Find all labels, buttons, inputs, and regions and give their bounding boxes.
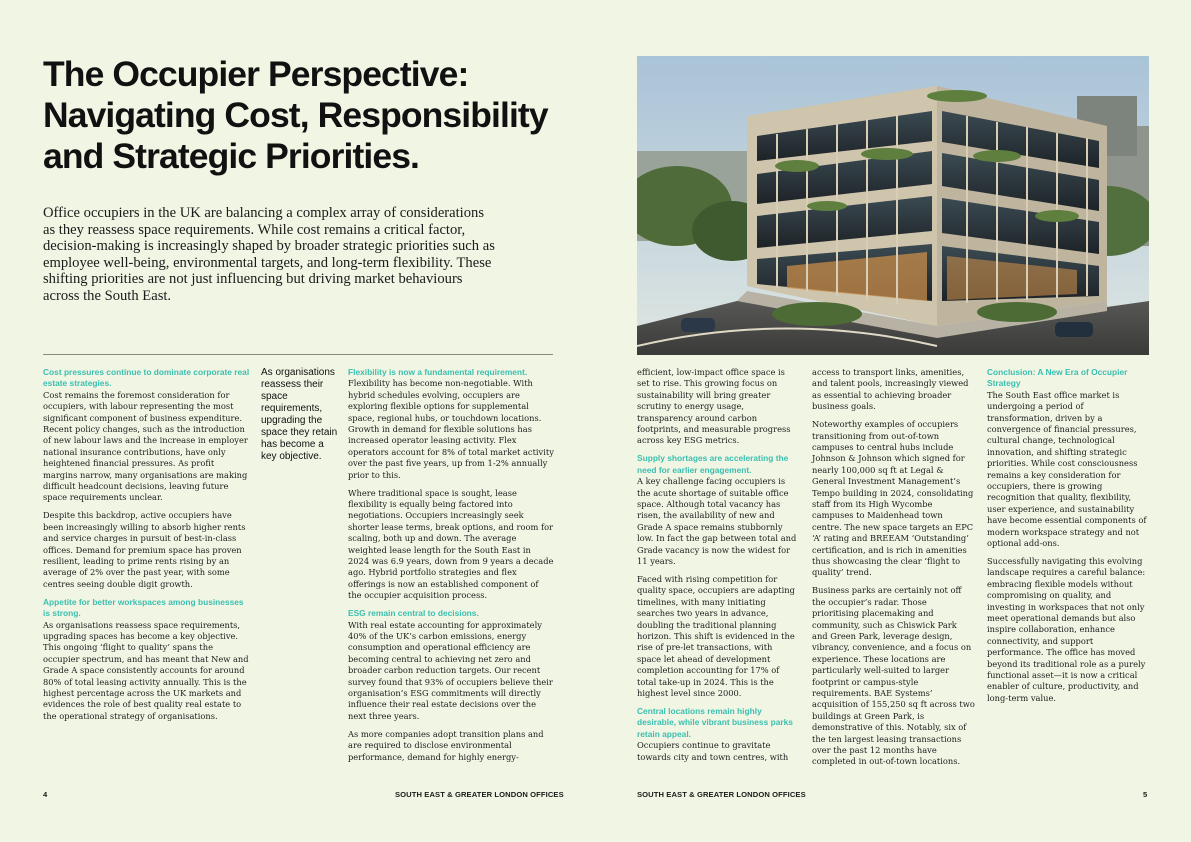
heading-esg: ESG remain central to decisions. xyxy=(348,608,479,619)
body-paragraph: efficient, low-impact office space is set to rise. This growing focus on sustainability will bring greater scrutiny to energy usage, transparency around carbon footprints, and measurable progress across key ESG metrics. xyxy=(637,367,791,446)
footer-label-right: SOUTH EAST & GREATER LONDON OFFICES xyxy=(637,790,806,799)
body-paragraph: Cost remains the foremost consideration for occupiers, with labour representing the most significant component of business expenditure. Recent policy changes, such as the introduction of new labour laws and the increase in employer national insurance contributions, have only heightened financial pressures. As profit margins narrow, many organisations are making difficult headcount decisions, leaving future space requirements unclear. xyxy=(43,389,248,503)
heading-cost-pressures: Cost pressures continue to dominate corporate real estate strategies. xyxy=(43,367,250,389)
column-locations xyxy=(812,367,975,774)
intro-line: shifting priorities are not just influencing but driving market behaviours xyxy=(43,271,463,288)
heading-appetite: Appetite for better workspaces among businesses is strong. xyxy=(43,596,244,619)
heading-supply-shortages: Supply shortages are accelerating the need for earlier engagement. xyxy=(637,453,789,475)
title-line: The Occupier Perspective: xyxy=(43,54,469,94)
body-paragraph: As more companies adopt transition plans and are required to disclose environmental performance, demand for highly energy- xyxy=(348,728,544,762)
body-paragraph: Flexibility has become non-negotiable. With hybrid schedules evolving, occupiers are exploring flexible options for supplemental space, regional hubs, or touchdown locations. Growth in demand for flexible solutions has increased operator leasing activity. Flex operators account for 8% of total market activity over the past five years, up from 1-2% annually prior to this. xyxy=(348,378,554,480)
building-photo xyxy=(637,56,1149,355)
heading-flexibility: Flexibility is now a fundamental requirement. xyxy=(348,367,528,377)
section-divider xyxy=(43,354,553,355)
body-paragraph: As organisations reassess space requirements, upgrading spaces has become a key objective. This ongoing ‘flight to quality’ spans the occupier spectrum, and has meant that New and Grade A space consistently accounts for around 80% of total leasing activity annually. This is the highest percentage across the UK markets and evidences the role of best quality real estate to the operational strategy of organisations. xyxy=(43,619,249,721)
body-paragraph: Successfully navigating this evolving landscape requires a careful balance: embracing flexible models without compromising on quality, and investing in workspaces that not only meet operational demands but also inspire collaboration, enhance connectivity, and support performance. The office has moved beyond its traditional role as a purely functional asset—it is now a critical enabler of culture, productivity, and long-term value. xyxy=(987,556,1146,703)
heading-conclusion: Conclusion: A New Era of Occupier Strategy xyxy=(987,367,1128,389)
column-cost-pressures xyxy=(43,367,251,729)
body-paragraph: Despite this backdrop, active occupiers have been increasingly willing to absorb higher rents and service charges in pursuit of best-in-class offices. Demand for premium space has proven resilient, leading to prime rents rising by an average of 2% over the past year, with some centres seeing double digit growth. xyxy=(43,510,246,589)
column-conclusion xyxy=(987,367,1149,711)
pull-quote xyxy=(261,367,339,463)
body-paragraph: Occupiers continue to gravitate towards city and town centres, with xyxy=(637,740,789,762)
body-paragraph: Faced with rising competition for quality space, occupiers are adapting timelines, with many initiating searches two years in advance, doubling the traditional planning horizon. This shift is evidenced in the rise of pre-let transactions, with space let ahead of development completion accounting for 17% of total take-up in 2024. This is the highest level since 2000. xyxy=(637,573,795,698)
body-paragraph: Business parks are certainly not off the occupier’s radar. Those prioritising placemaking and community, such as Chiswick Park and Green Park, leverage design, vibrancy, convenience, and a focus on experience. These locations are particularly well-suited to larger footprint or campus-style requirements. BAE Systems’ acquisition of 155,250 sq ft across two buildings at Green Park, is demonstrative of this. Notably, six of the ten largest leasing transactions over the past 12 months have completed in out-of-town locations. xyxy=(812,585,975,767)
intro-line: across the South East. xyxy=(43,287,172,304)
body-paragraph: Where traditional space is sought, lease flexibility is equally being factored into negotiations. Occupiers increasingly seek shorter lease terms, break options, and room for scaling, both up and down. The average weighted lease length for the South East in 2024 was 6.9 years, down from 9 years a decade ago. Hybrid portfolio strategies and flex offerings is now an established component of the occupier acquisition process. xyxy=(348,487,554,601)
column-flexibility xyxy=(348,367,554,769)
pull-quote-text: As organisations reassess their space requirements, upgrading the space they retain has become a key objective. xyxy=(261,367,338,462)
body-paragraph: Noteworthy examples of occupiers transitioning from out-of-town campuses to central hubs include Johnson & Johnson which signed for nearly 100,000 sq ft at Legal & General Investment Management’s Tempo building in 2024, consolidating staff from its High Wycombe campuses to Maidenhead town centre. The new space targets an EPC ‘A’ rating and BREEAM ‘Outstanding’ certification, and is rich in amenities thus showcasing the clear ‘flight to quality’ trend. xyxy=(812,419,974,578)
column-supply xyxy=(637,367,797,769)
body-paragraph: access to transport links, amenities, and talent pools, increasingly viewed as essential to achieving broader business goals. xyxy=(812,367,969,412)
intro-line: Office occupiers in the UK are balancing a complex array of considerations xyxy=(43,205,485,221)
body-paragraph: A key challenge facing occupiers is the acute shortage of suitable office space. Although total vacancy has risen, the availability of new and Grade A space remains stubbornly low. In fact the gap between total and Grade vacancy is now the widest for 11 years. xyxy=(637,476,797,566)
body-paragraph: With real estate accounting for approximately 40% of the UK’s carbon emissions, energy consumption and operational efficiency are becoming central to achieving net zero and broader carbon reduction targets. Our recent survey found that 93% of occupiers believe their organisation’s ESG commitments will directly influence their real estate decisions over the next three years. xyxy=(348,619,553,721)
page-title xyxy=(43,54,583,177)
intro-line: employee well-being, environmental targets, and long-term flexibility. These xyxy=(43,254,492,271)
body-paragraph: The South East office market is undergoing a period of transformation, driven by a convergence of financial pressures, cultural change, technological innovation, and shifting strategic priorities. While cost consciousness remains a key consideration for occupiers, there is growing recognition that quality, flexibility, user experience, and sustainability have become essential components of modern workspace strategy and not optional add-ons. xyxy=(987,389,1147,549)
page-number-left: 4 xyxy=(43,790,48,799)
intro-line: as they reassess space requirements. While cost remains a critical factor, xyxy=(43,221,466,238)
footer-label-left: SOUTH EAST & GREATER LONDON OFFICES xyxy=(395,790,564,799)
intro-line: decision-making is increasingly shaped by broader strategic priorities such as xyxy=(43,238,495,255)
heading-central-locations: Central locations remain highly desirable, while vibrant business parks retain appeal. xyxy=(637,705,793,739)
intro-paragraph xyxy=(43,205,568,305)
building-illustration xyxy=(637,56,1149,355)
title-line: Navigating Cost, Responsibility xyxy=(43,95,548,135)
page-number-right: 5 xyxy=(1143,790,1148,799)
title-line: and Strategic Priorities. xyxy=(43,136,420,176)
